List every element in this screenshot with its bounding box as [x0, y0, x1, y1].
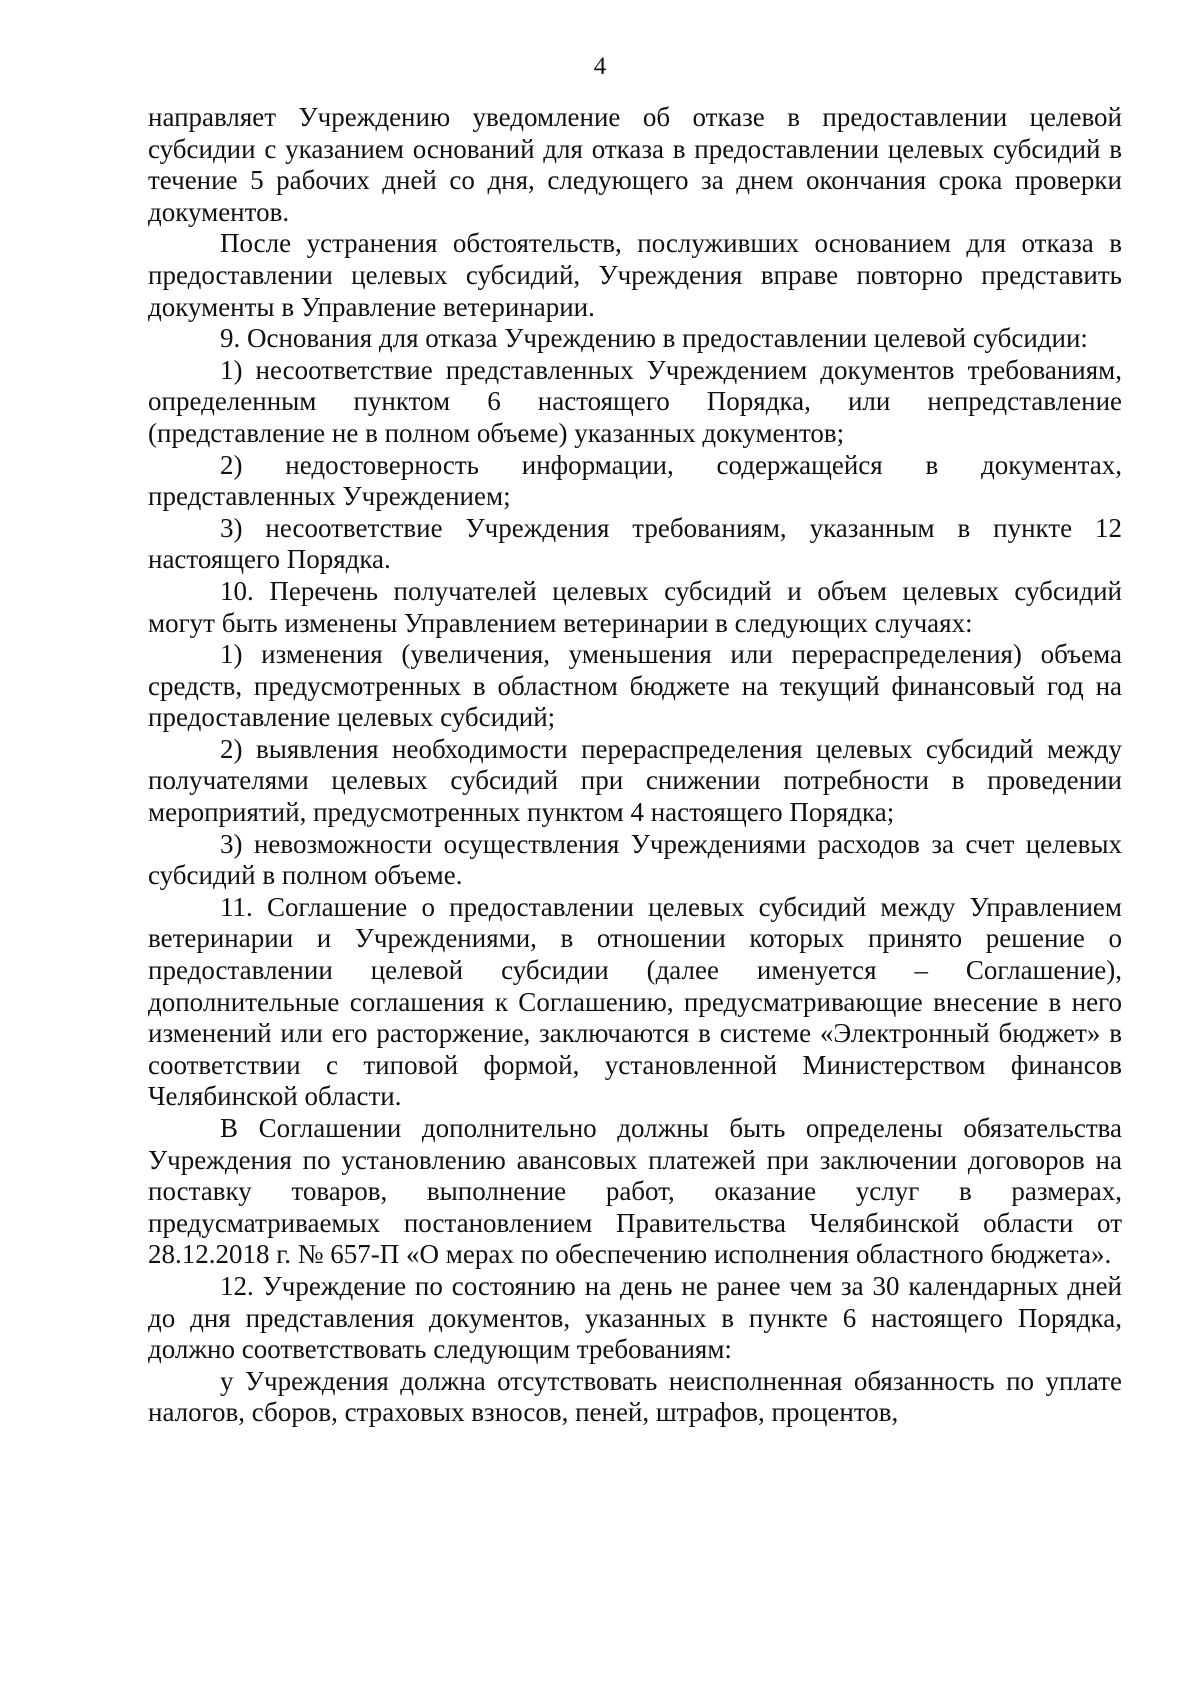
paragraph-item-9-1: 1) несоответствие представленных Учреждением документов требованиям, определенным пунктом 6 настоящего Порядка, или непредставление (представление не в полном объеме) указанных документов; [148, 354, 1122, 448]
paragraph-resubmission: После устранения обстоятельств, послуживших основанием для отказа в предоставлении целевых субсидий, Учреждения вправе повторно представить документы в Управление ветеринарии. [148, 228, 1122, 322]
paragraph-item-10-2: 2) выявления необходимости перераспределения целевых субсидий между получателями целевых субсидий при снижении потребности в проведении мероприятий, предусмотренных пунктом 4 настоящего Порядка; [148, 733, 1122, 828]
paragraph-item-9-3: 3) несоответствие Учреждения требованиям, указанным в пункте 12 настоящего Порядка. [148, 512, 1122, 575]
paragraph-item-9: 9. Основания для отказа Учреждению в предоставлении целевой субсидии: [220, 323, 1088, 354]
page-number: 4 [593, 53, 607, 80]
paragraph-item-10-1: 1) изменения (увеличения, уменьшения или перераспределения) объема средств, предусмотренных в областном бюджете на текущий финансовый год на предоставление целевых субсидий; [148, 639, 1122, 733]
paragraph-item-11: 11. Соглашение о предоставлении целевых субсидий между Управлением ветеринарии и Учреждениями, в отношении которых принято решение о предоставлении целевой субсидии (далее именуется – Соглашение), дополнительные соглашения к Соглашению, предусматривающие внесение в него изменений или его расторжение, заключаются в системе «Электронный бюджет» в соответствии с типовой формой, установленной Министерством финансов Челябинской области. [148, 891, 1122, 1112]
paragraph-tax-requirement: у Учреждения должна отсутствовать неисполненная обязанность по уплате налогов, сборов, страховых взносов, пеней, штрафов, процентов, [148, 1365, 1122, 1428]
paragraph-agreement-obligations: В Соглашении дополнительно должны быть определены обязательства Учреждения по установлению авансовых платежей при заключении договоров на поставку товаров, выполнение работ, оказание услуг в размерах, предусматриваемых постановлением Правительства Челябинской области от 28.12.2018 г. № 657-П «О мерах по обеспечению исполнения областного бюджета». [148, 1113, 1122, 1270]
document-body [148, 102, 1122, 1429]
paragraph-item-9-2: 2) недостоверность информации, содержащейся в документах, представленных Учреждением; [148, 449, 1122, 512]
paragraph-item-10-3: 3) невозможности осуществления Учреждениями расходов за счет целевых субсидий в полном объеме. [148, 828, 1122, 891]
paragraph-item-12: 12. Учреждение по состоянию на день не ранее чем за 30 календарных дней до дня представления документов, указанных в пункте 6 настоящего Порядка, должно соответствовать следующим требованиям: [148, 1270, 1122, 1365]
paragraph-item-10: 10. Перечень получателей целевых субсидий и объем целевых субсидий могут быть изменены Управлением ветеринарии в следующих случаях: [148, 575, 1122, 638]
paragraph-continuation: направляет Учреждению уведомление об отказе в предоставлении целевой субсидии с указанием оснований для отказа в предоставлении целевых субсидий в течение 5 рабочих дней со дня, следующего за днем окончания срока проверки документов. [148, 102, 1122, 227]
